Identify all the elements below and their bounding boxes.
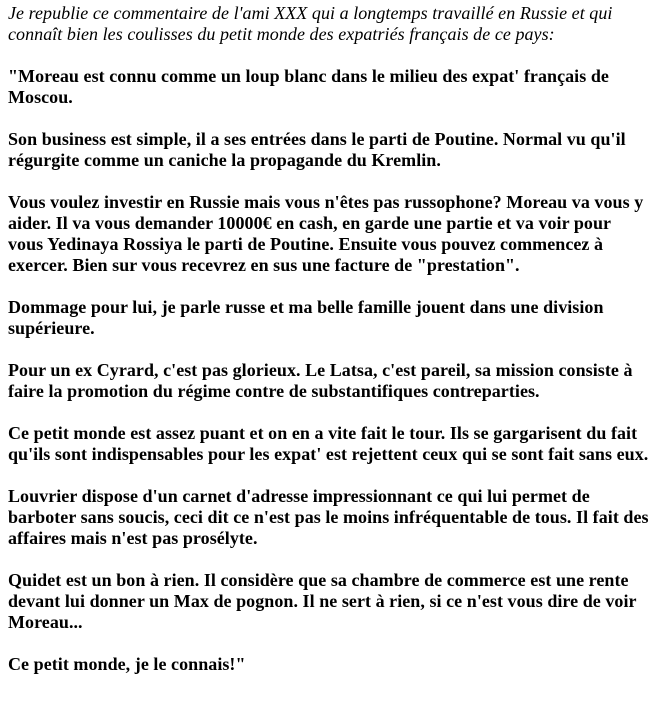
comment-body <box>0 3 657 675</box>
quote-paragraph-6: Ce petit monde est assez puant et on en a vite fait le tour. Ils se gargarisent du fait qu'ils sont indispensables pour les expat' est rejettent ceux qui se sont fait sans eux. <box>8 423 649 464</box>
quote-paragraph-2: Son business est simple, il a ses entrées dans le parti de Poutine. Normal vu qu'il régurgite comme un caniche la propagande du Kremlin. <box>8 129 626 170</box>
quote-paragraph-5: Pour un ex Cyrard, c'est pas glorieux. Le Latsa, c'est pareil, sa mission consiste à faire la promotion du régime contre de substantifiques contreparties. <box>8 360 633 401</box>
quote-paragraph-4: Dommage pour lui, je parle russe et ma belle famille jouent dans une division supérieure. <box>8 297 604 338</box>
quote-paragraph-7: Louvrier dispose d'un carnet d'adresse impressionnant ce qui lui permet de barboter sans soucis, ceci dit ce n'est pas le moins infréquentable de tous. Il fait des affaires mais n'est pas prosélyte. <box>8 486 649 548</box>
quote-paragraph-1: "Moreau est connu comme un loup blanc dans le milieu des expat' français de Moscou. <box>8 66 609 107</box>
intro-text: Je republie ce commentaire de l'ami XXX qui a longtemps travaillé en Russie et qui connaît bien les coulisses du petit monde des expatriés français de ce pays: <box>8 3 613 44</box>
quote-paragraph-8: Quidet est un bon à rien. Il considère que sa chambre de commerce est une rente devant lui donner un Max de pognon. Il ne sert à rien, si ce n'est vous dire de voir Moreau... <box>8 570 637 632</box>
quote-paragraph-3: Vous voulez investir en Russie mais vous n'êtes pas russophone? Moreau va vous y aider. Il va vous demander 10000€ en cash, en garde une partie et va voir pour vous Yedinaya Rossiya le parti de Poutine. Ensuite vous pouvez commencez à exercer. Bien sur vous recevrez en sus une facture de "prestation". <box>8 192 644 275</box>
quote-paragraph-9: Ce petit monde, je le connais!" <box>8 654 246 674</box>
